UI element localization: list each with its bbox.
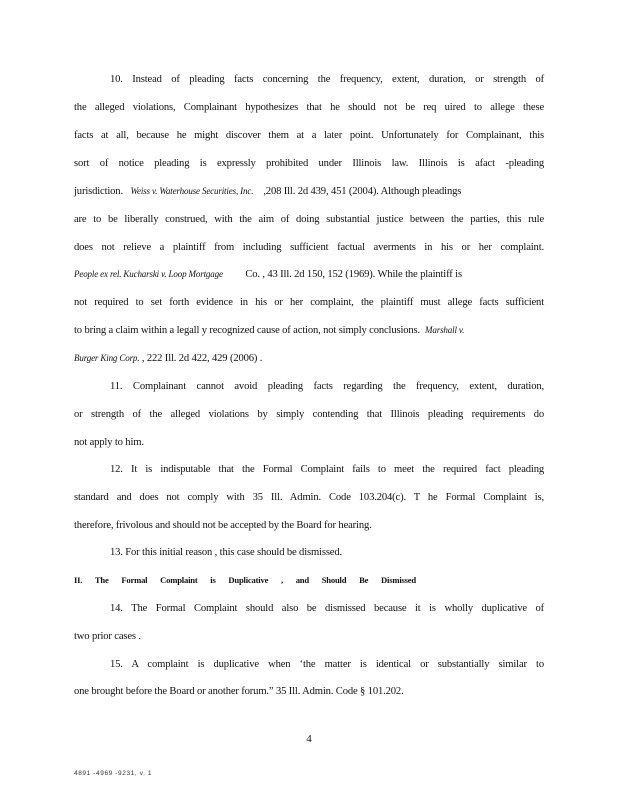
para11-line2: or strength of the alleged violations by simply contending that Illinois pleading requirements do [74,409,544,420]
text-segment: ,208 Ill. 2d 439, 451 (2004). Although pleadings [263,186,462,197]
para10-line10 [74,324,544,337]
para15-line2: one brought before the Board or another forum.” 35 Ill. Admin. Code § 101.202. [74,686,404,697]
para10-line2: the alleged violations, Complainant hypothesizes that he should not be req uired to allege these [74,102,544,113]
para11-line3: not apply to him. [74,437,144,448]
para15-line1: 15. A complaint is duplicative when ‘the matter is identical or substantially similar to [110,659,544,670]
text-segment: Co. , 43 Ill. 2d 150, 152 (1969). While the plaintiff is [245,269,462,280]
para12-line3: therefore, frivolous and should not be accepted by the Board for hearing. [74,520,372,531]
text-segment: , 222 Ill. 2d 422, 429 (2006) . [141,353,263,364]
para12-line1: 12. It is indisputable that the Formal Complaint fails to meet the required fact pleading [110,464,544,475]
page-number: 4 [306,733,312,745]
para10-line4: sort of notice pleading is expressly prohibited under Illinois law. Illinois is afact -pleading [74,158,544,169]
para11-line1: 11. Complainant cannot avoid pleading facts regarding the frequency, extent, duration, [110,381,544,392]
case-citation: Weiss v. Waterhouse Securities, Inc. [130,186,254,196]
case-citation: People ex rel. Kucharski v. Loop Mortgage [74,269,223,279]
text-segment: jurisdiction. [74,186,123,197]
para10-line1: 10. Instead of pleading facts concerning the frequency, extent, duration, or strength of [110,74,544,85]
para10-line11 [74,352,544,365]
section-heading: II. The Formal Complaint is Duplicative , and Should Be Dismissed [74,575,416,585]
para12-line2: standard and does not comply with 35 Ill. Admin. Code 103.204(c). T he Formal Complaint is, [74,492,544,503]
para10-line6: are to be liberally construed, with the aim of doing substantial justice between the parties, this rule [74,214,544,225]
document-id-footer: 4891 -4969 -9231, v. 1 [74,770,153,777]
case-citation: Marshall v. [425,325,465,335]
para10-line3: facts at all, because he might discover them at a later point. Unfortunately for Complainant, this [74,130,544,141]
para10-line9: not required to set forth evidence in his or her complaint, the plaintiff must allege facts sufficient [74,297,544,308]
text-segment: to bring a claim within a legall y recognized cause of action, not simply conclusions. [74,325,421,336]
para10-line8 [74,268,544,281]
para14-line1: 14. The Formal Complaint should also be dismissed because it is wholly duplicative of [110,603,544,614]
para13-line1: 13. For this initial reason , this case should be dismissed. [110,547,342,558]
para14-line2: two prior cases . [74,631,141,642]
para10-line5 [74,185,544,198]
para10-line7: does not relieve a plaintiff from including sufficient factual averments in his or her complaint. [74,242,544,253]
case-citation: Burger King Corp. [74,353,140,363]
